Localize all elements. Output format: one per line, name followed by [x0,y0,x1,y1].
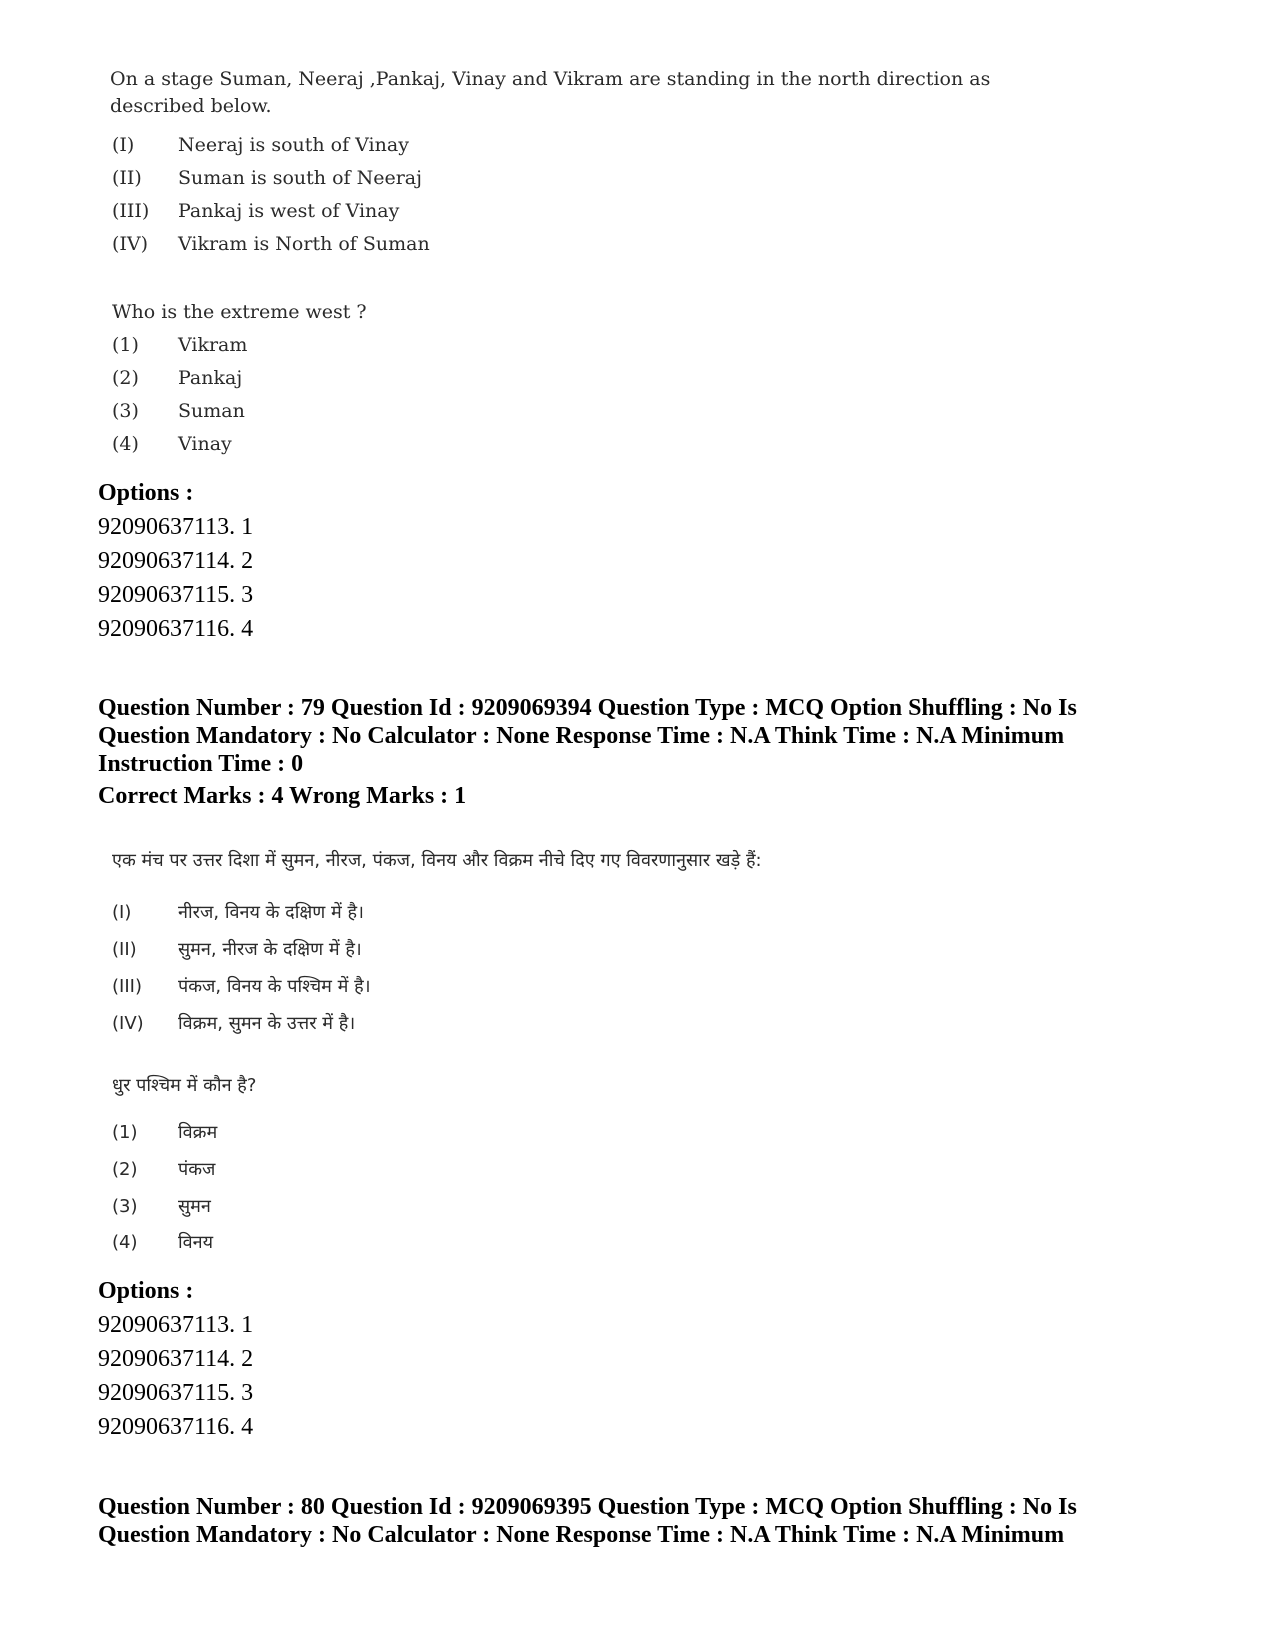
q78-intro [110,66,990,120]
q78-choice: (2) Pankaj [112,367,243,389]
q79-option: 92090637116. 4 [98,1414,254,1440]
q80-meta-line2: Question Mandatory : No Calculator : None Response Time : N.A Think Time : N.A Minimum [98,1522,1065,1548]
q78-intro-line1: On a stage Suman, Neeraj ,Pankaj, Vinay and Vikram are standing in the north direction as [110,68,991,90]
q79-option: 92090637113. 1 [98,1312,254,1338]
q79-question: धुर पश्चिम में कौन है? [112,1075,257,1096]
q78-choice: (3) Suman [112,400,245,422]
q78-options-label: Options : [98,480,194,506]
q79-statement: (II) सुमन, नीरज के दक्षिण में है। [112,939,362,960]
q78-option: 92090637115. 3 [98,582,254,608]
q79-options-label: Options : [98,1278,194,1304]
q79-choice: (2) पंकज [112,1159,216,1180]
q79-choice: (1) विक्रम [112,1122,218,1143]
q79-intro: एक मंच पर उत्तर दिशा में सुमन, नीरज, पंकज, विनय और विक्रम नीचे दिए गए विवरणानुसार खड़े हैं: [112,850,762,871]
q78-option: 92090637113. 1 [98,514,254,540]
q78-choice: (4) Vinay [112,433,232,455]
q78-choice: (1) Vikram [112,334,248,356]
q79-meta [98,694,1218,778]
q78-statement: (II) Suman is south of Neeraj [112,167,423,189]
q78-intro-line2: described below. [110,95,272,117]
q79-choice: (3) सुमन [112,1196,211,1217]
q79-meta-line2: Question Mandatory : No Calculator : None Response Time : N.A Think Time : N.A Minimum [98,723,1065,749]
q79-statement: (IV) विक्रम, सुमन के उत्तर में है। [112,1013,356,1034]
q79-choice: (4) विनय [112,1232,214,1253]
q80-meta-line1: Question Number : 80 Question Id : 9209069395 Question Type : MCQ Option Shuffling : No Is [98,1494,1077,1520]
q79-statement: (I) नीरज, विनय के दक्षिण में है। [112,902,364,923]
q79-statement: (III) पंकज, विनय के पश्चिम में है। [112,976,371,997]
q78-statement: (I) Neeraj is south of Vinay [112,134,409,156]
q79-meta-line3: Instruction Time : 0 [98,751,304,777]
q78-question: Who is the extreme west ? [112,301,367,323]
q79-meta-line1: Question Number : 79 Question Id : 9209069394 Question Type : MCQ Option Shuffling : No Is [98,695,1077,721]
q79-marks: Correct Marks : 4 Wrong Marks : 1 [98,783,467,809]
q79-option: 92090637114. 2 [98,1346,254,1372]
q78-option: 92090637114. 2 [98,548,254,574]
q79-option: 92090637115. 3 [98,1380,254,1406]
q78-option: 92090637116. 4 [98,616,254,642]
q80-meta [98,1493,1218,1549]
q78-statement: (IV) Vikram is North of Suman [112,233,430,255]
q78-statement: (III) Pankaj is west of Vinay [112,200,400,222]
